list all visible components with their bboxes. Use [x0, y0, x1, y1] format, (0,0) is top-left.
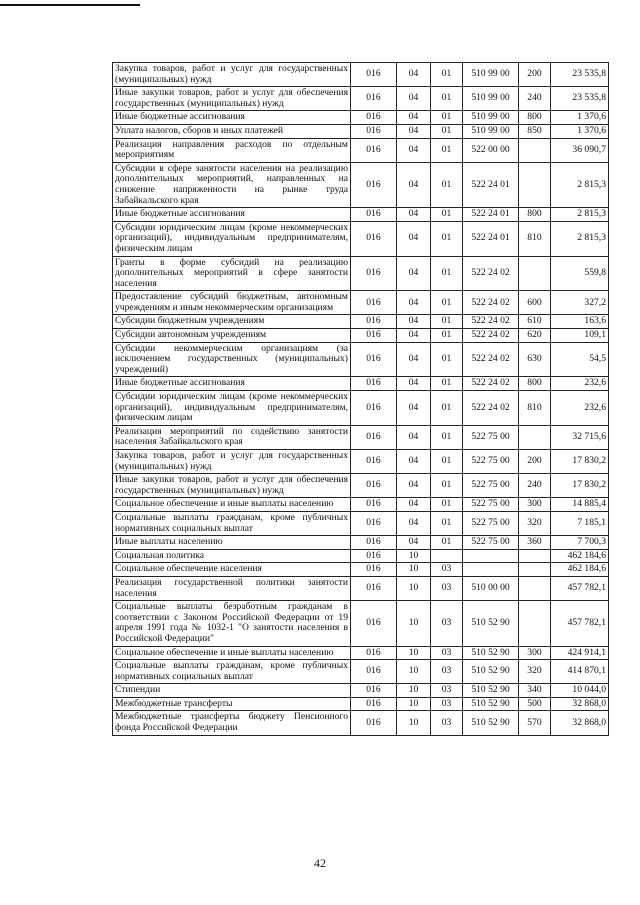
subsection-code: 01 — [431, 498, 463, 512]
admin-code: 016 — [351, 329, 397, 343]
amount: 462 184,6 — [551, 563, 609, 577]
table-row — [113, 377, 609, 391]
subsection-code: 01 — [431, 87, 463, 111]
row-description: Социальные выплаты гражданам, кроме публичных нормативных социальных выплат — [113, 660, 351, 684]
subsection-code: 01 — [431, 124, 463, 138]
target-code: 522 24 02 — [463, 291, 519, 315]
table-row — [113, 697, 609, 711]
row-description: Социальное обеспечение и иные выплаты населению — [113, 498, 351, 512]
row-description: Реализация мероприятий по содействию занятости населения Забайкальского края — [113, 425, 351, 449]
expense-type-code: 800 — [519, 111, 551, 125]
subsection-code: 01 — [431, 63, 463, 87]
section-code: 04 — [397, 87, 431, 111]
expense-type-code: 570 — [519, 711, 551, 735]
amount: 2 815,3 — [551, 221, 609, 256]
admin-code: 016 — [351, 87, 397, 111]
expense-type-code: 300 — [519, 498, 551, 512]
subsection-code: 01 — [431, 342, 463, 377]
target-code: 522 00 00 — [463, 138, 519, 162]
expense-type-code: 320 — [519, 511, 551, 535]
row-description: Закупка товаров, работ и услуг для государственных (муниципальных) нужд — [113, 63, 351, 87]
admin-code: 016 — [351, 221, 397, 256]
row-description: Социальное обеспечение населения — [113, 563, 351, 577]
target-code: 522 75 00 — [463, 498, 519, 512]
amount: 163,6 — [551, 315, 609, 329]
subsection-code: 03 — [431, 697, 463, 711]
row-description: Социальные выплаты гражданам, кроме публичных нормативных социальных выплат — [113, 511, 351, 535]
target-code: 522 24 02 — [463, 342, 519, 377]
expense-type-code: 810 — [519, 391, 551, 426]
subsection-code: 01 — [431, 377, 463, 391]
subsection-code: 01 — [431, 208, 463, 222]
section-code: 04 — [397, 425, 431, 449]
amount: 2 815,3 — [551, 162, 609, 207]
row-description: Субсидии некоммерческим организациям (за исключением государственных (муниципальных) учреждений) — [113, 342, 351, 377]
admin-code: 016 — [351, 498, 397, 512]
admin-code: 016 — [351, 391, 397, 426]
amount: 23 535,8 — [551, 87, 609, 111]
row-description: Субсидии юридическим лицам (кроме некоммерческих организаций), индивидуальным предпринимателям, физическим лицам — [113, 221, 351, 256]
expense-type-code — [519, 576, 551, 600]
page-number: 42 — [314, 856, 326, 870]
admin-code: 016 — [351, 660, 397, 684]
row-description: Реализация государственной политики занятости населения — [113, 576, 351, 600]
table-row — [113, 208, 609, 222]
section-code: 10 — [397, 684, 431, 698]
amount: 54,5 — [551, 342, 609, 377]
expense-type-code: 800 — [519, 377, 551, 391]
section-code: 10 — [397, 563, 431, 577]
amount: 7 700,3 — [551, 536, 609, 550]
target-code: 510 99 00 — [463, 63, 519, 87]
subsection-code: 01 — [431, 111, 463, 125]
row-description: Стипендии — [113, 684, 351, 698]
admin-code: 016 — [351, 291, 397, 315]
admin-code: 016 — [351, 563, 397, 577]
subsection-code: 01 — [431, 162, 463, 207]
row-description: Межбюджетные трансферты бюджету Пенсионного фонда Российской Федерации — [113, 711, 351, 735]
row-description: Гранты в форме субсидий на реализацию дополнительных мероприятий в сфере занятости населения — [113, 256, 351, 291]
table-row — [113, 63, 609, 87]
expense-type-code: 320 — [519, 660, 551, 684]
row-description: Закупка товаров, работ и услуг для государственных (муниципальных) нужд — [113, 450, 351, 474]
admin-code: 016 — [351, 342, 397, 377]
admin-code: 016 — [351, 549, 397, 563]
section-code: 04 — [397, 291, 431, 315]
target-code: 510 52 90 — [463, 601, 519, 646]
table-row — [113, 646, 609, 660]
section-code: 04 — [397, 498, 431, 512]
admin-code: 016 — [351, 256, 397, 291]
expense-type-code: 800 — [519, 208, 551, 222]
admin-code: 016 — [351, 138, 397, 162]
amount: 10 044,0 — [551, 684, 609, 698]
target-code: 522 24 01 — [463, 221, 519, 256]
amount: 462 184,6 — [551, 549, 609, 563]
subsection-code — [431, 549, 463, 563]
amount: 32 868,0 — [551, 697, 609, 711]
amount: 32 715,6 — [551, 425, 609, 449]
table-row — [113, 711, 609, 735]
admin-code: 016 — [351, 425, 397, 449]
target-code: 522 24 02 — [463, 391, 519, 426]
target-code: 522 24 02 — [463, 256, 519, 291]
target-code: 510 52 90 — [463, 711, 519, 735]
target-code: 522 24 02 — [463, 329, 519, 343]
expense-type-code: 200 — [519, 450, 551, 474]
admin-code: 016 — [351, 450, 397, 474]
table-row — [113, 124, 609, 138]
subsection-code: 03 — [431, 576, 463, 600]
admin-code: 016 — [351, 315, 397, 329]
expense-type-code: 810 — [519, 221, 551, 256]
target-code: 510 00 00 — [463, 576, 519, 600]
amount: 559,8 — [551, 256, 609, 291]
admin-code: 016 — [351, 536, 397, 550]
row-description: Межбюджетные трансферты — [113, 697, 351, 711]
expense-type-code: 610 — [519, 315, 551, 329]
admin-code: 016 — [351, 63, 397, 87]
table-row — [113, 576, 609, 600]
table-row — [113, 450, 609, 474]
section-code: 04 — [397, 111, 431, 125]
expense-type-code: 850 — [519, 124, 551, 138]
target-code — [463, 549, 519, 563]
expense-type-code — [519, 162, 551, 207]
amount: 17 830,2 — [551, 474, 609, 498]
subsection-code: 03 — [431, 660, 463, 684]
table-row — [113, 498, 609, 512]
amount: 1 370,6 — [551, 124, 609, 138]
section-code: 10 — [397, 660, 431, 684]
section-code: 04 — [397, 315, 431, 329]
amount: 414 870,1 — [551, 660, 609, 684]
subsection-code: 01 — [431, 329, 463, 343]
section-code: 04 — [397, 536, 431, 550]
target-code: 510 52 90 — [463, 697, 519, 711]
admin-code: 016 — [351, 124, 397, 138]
amount: 109,1 — [551, 329, 609, 343]
expense-type-code: 240 — [519, 87, 551, 111]
section-code: 04 — [397, 329, 431, 343]
table-row — [113, 601, 609, 646]
table-row — [113, 256, 609, 291]
target-code: 522 24 01 — [463, 162, 519, 207]
subsection-code: 01 — [431, 256, 463, 291]
row-description: Уплата налогов, сборов и иных платежей — [113, 124, 351, 138]
subsection-code: 01 — [431, 315, 463, 329]
section-code: 04 — [397, 63, 431, 87]
amount: 17 830,2 — [551, 450, 609, 474]
section-code: 04 — [397, 391, 431, 426]
table-row — [113, 329, 609, 343]
section-code: 10 — [397, 697, 431, 711]
row-description: Иные выплаты населению — [113, 536, 351, 550]
table-row — [113, 474, 609, 498]
table-row — [113, 315, 609, 329]
admin-code: 016 — [351, 646, 397, 660]
section-code: 04 — [397, 138, 431, 162]
table-row — [113, 425, 609, 449]
expense-type-code: 630 — [519, 342, 551, 377]
expense-type-code — [519, 138, 551, 162]
table-row — [113, 660, 609, 684]
budget-table-body — [113, 63, 609, 736]
table-row — [113, 536, 609, 550]
amount: 23 535,8 — [551, 63, 609, 87]
section-code: 04 — [397, 162, 431, 207]
subsection-code: 01 — [431, 536, 463, 550]
amount: 457 782,1 — [551, 601, 609, 646]
subsection-code: 01 — [431, 221, 463, 256]
section-code: 04 — [397, 221, 431, 256]
row-description: Социальная политика — [113, 549, 351, 563]
budget-table — [112, 62, 609, 736]
admin-code: 016 — [351, 208, 397, 222]
target-code: 522 24 02 — [463, 315, 519, 329]
subsection-code: 03 — [431, 684, 463, 698]
target-code: 510 52 90 — [463, 684, 519, 698]
section-code: 10 — [397, 576, 431, 600]
target-code: 522 75 00 — [463, 474, 519, 498]
target-code: 522 75 00 — [463, 511, 519, 535]
row-description: Субсидии в сфере занятости населения на реализацию дополнительных мероприятий, направленных на снижение напряженности на рынке труда Забайкальского края — [113, 162, 351, 207]
section-code: 04 — [397, 474, 431, 498]
admin-code: 016 — [351, 377, 397, 391]
table-row — [113, 87, 609, 111]
amount: 327,2 — [551, 291, 609, 315]
table-row — [113, 162, 609, 207]
section-code: 04 — [397, 511, 431, 535]
amount: 14 885,4 — [551, 498, 609, 512]
expense-type-code: 620 — [519, 329, 551, 343]
row-description: Иные закупки товаров, работ и услуг для обеспечения государственных (муниципальных) нужд — [113, 474, 351, 498]
row-description: Социальное обеспечение и иные выплаты населению — [113, 646, 351, 660]
row-description: Предоставление субсидий бюджетным, автономным учреждениям и иным некоммерческим организациям — [113, 291, 351, 315]
subsection-code: 01 — [431, 511, 463, 535]
table-row — [113, 221, 609, 256]
table-row — [113, 138, 609, 162]
section-code: 04 — [397, 377, 431, 391]
table-row — [113, 511, 609, 535]
header-rule — [0, 4, 140, 6]
section-code: 04 — [397, 208, 431, 222]
expense-type-code: 200 — [519, 63, 551, 87]
target-code: 510 52 90 — [463, 646, 519, 660]
section-code: 04 — [397, 450, 431, 474]
row-description: Реализация направления расходов по отдельным мероприятиям — [113, 138, 351, 162]
admin-code: 016 — [351, 474, 397, 498]
section-code: 10 — [397, 601, 431, 646]
expense-type-code: 600 — [519, 291, 551, 315]
amount: 32 868,0 — [551, 711, 609, 735]
admin-code: 016 — [351, 684, 397, 698]
target-code: 522 75 00 — [463, 425, 519, 449]
section-code: 10 — [397, 646, 431, 660]
row-description: Иные бюджетные ассигнования — [113, 377, 351, 391]
row-description: Субсидии автономным учреждениям — [113, 329, 351, 343]
subsection-code: 03 — [431, 646, 463, 660]
expense-type-code: 300 — [519, 646, 551, 660]
amount: 36 090,7 — [551, 138, 609, 162]
subsection-code: 01 — [431, 450, 463, 474]
section-code: 04 — [397, 256, 431, 291]
table-row — [113, 549, 609, 563]
row-description: Субсидии бюджетным учреждениям — [113, 315, 351, 329]
row-description: Иные бюджетные ассигнования — [113, 111, 351, 125]
target-code: 522 75 00 — [463, 536, 519, 550]
amount: 7 185,1 — [551, 511, 609, 535]
subsection-code: 03 — [431, 711, 463, 735]
amount: 232,6 — [551, 391, 609, 426]
section-code: 10 — [397, 711, 431, 735]
expense-type-code — [519, 601, 551, 646]
subsection-code: 01 — [431, 138, 463, 162]
admin-code: 016 — [351, 576, 397, 600]
row-description: Иные бюджетные ассигнования — [113, 208, 351, 222]
amount: 1 370,6 — [551, 111, 609, 125]
target-code: 510 99 00 — [463, 124, 519, 138]
admin-code: 016 — [351, 697, 397, 711]
admin-code: 016 — [351, 511, 397, 535]
target-code — [463, 563, 519, 577]
target-code: 510 99 00 — [463, 111, 519, 125]
expense-type-code — [519, 549, 551, 563]
target-code: 522 75 00 — [463, 450, 519, 474]
subsection-code: 01 — [431, 425, 463, 449]
admin-code: 016 — [351, 111, 397, 125]
expense-type-code — [519, 256, 551, 291]
table-row — [113, 342, 609, 377]
expense-type-code: 500 — [519, 697, 551, 711]
section-code: 10 — [397, 549, 431, 563]
subsection-code: 03 — [431, 563, 463, 577]
table-row — [113, 291, 609, 315]
table-row — [113, 111, 609, 125]
section-code: 04 — [397, 342, 431, 377]
amount: 424 914,1 — [551, 646, 609, 660]
table-row — [113, 391, 609, 426]
table-row — [113, 563, 609, 577]
subsection-code: 01 — [431, 391, 463, 426]
expense-type-code: 340 — [519, 684, 551, 698]
expense-type-code — [519, 425, 551, 449]
target-code: 522 24 01 — [463, 208, 519, 222]
subsection-code: 01 — [431, 474, 463, 498]
admin-code: 016 — [351, 162, 397, 207]
expense-type-code: 360 — [519, 536, 551, 550]
section-code: 04 — [397, 124, 431, 138]
table-row — [113, 684, 609, 698]
amount: 2 815,3 — [551, 208, 609, 222]
row-description: Субсидии юридическим лицам (кроме некоммерческих организаций), индивидуальным предпринимателям, физическим лицам — [113, 391, 351, 426]
admin-code: 016 — [351, 601, 397, 646]
target-code: 510 99 00 — [463, 87, 519, 111]
target-code: 522 24 02 — [463, 377, 519, 391]
expense-type-code — [519, 563, 551, 577]
target-code: 510 52 90 — [463, 660, 519, 684]
subsection-code: 03 — [431, 601, 463, 646]
subsection-code: 01 — [431, 291, 463, 315]
expense-type-code: 240 — [519, 474, 551, 498]
row-description: Иные закупки товаров, работ и услуг для обеспечения государственных (муниципальных) нужд — [113, 87, 351, 111]
admin-code: 016 — [351, 711, 397, 735]
amount: 232,6 — [551, 377, 609, 391]
row-description: Социальные выплаты безработным гражданам в соответствии с Законом Российской Федерации от 19 апреля 1991 года № 1032-1 "О занятости населения в Российской Федерации" — [113, 601, 351, 646]
amount: 457 782,1 — [551, 576, 609, 600]
